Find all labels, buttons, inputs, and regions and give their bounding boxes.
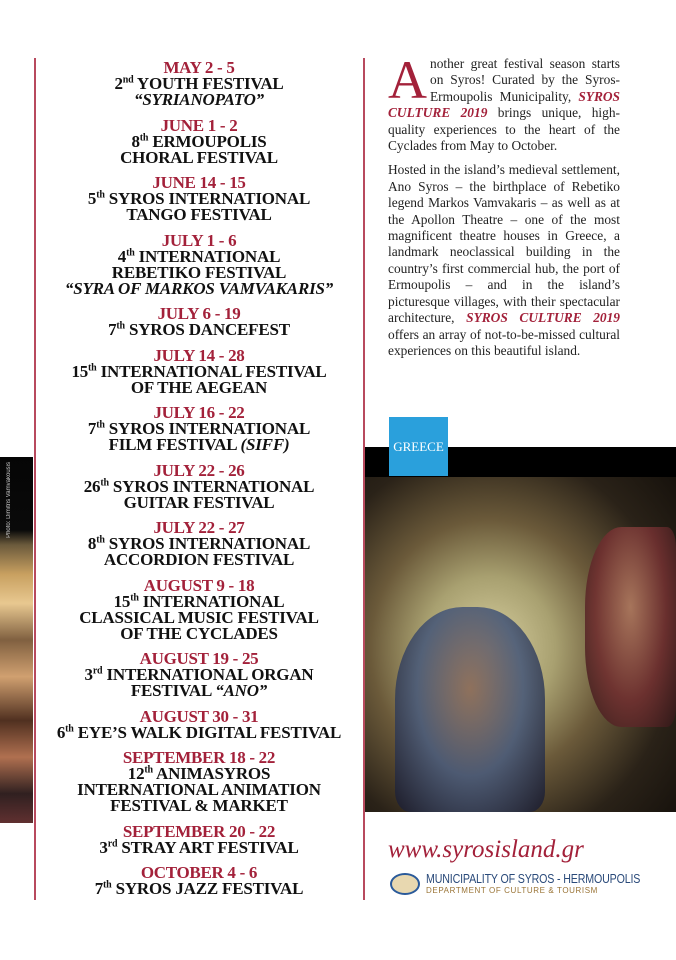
event-item [38, 230, 360, 298]
event-title-line [38, 683, 360, 699]
event-item [38, 865, 360, 897]
event-date: JUNE 1 - 2 [160, 115, 238, 135]
event-title-text: FESTIVAL & MARKET [110, 796, 288, 815]
brand-name: SYROS CULTURE 2019 [388, 88, 620, 121]
event-item [38, 405, 360, 453]
event-title-text: REBETIKO FESTIVAL [111, 262, 287, 282]
event-title-text: 26 [83, 476, 101, 496]
event-title-text: “SYRA OF MARKOS VAMVAKARIS” [64, 278, 334, 298]
event-title-line [38, 437, 360, 453]
event-title-text: OF THE CYCLADES [120, 623, 278, 643]
event-date: MAY 2 - 5 [163, 58, 235, 77]
event-title-text: ANIMASYROS [152, 764, 271, 783]
trumpet-players-photo [365, 447, 676, 812]
event-title-text: YOUTH FESTIVAL [133, 74, 284, 93]
event-title-text: 6 [56, 722, 66, 742]
event-title-text: CLASSICAL MUSIC FESTIVAL [79, 607, 319, 627]
event-title-text: GUITAR FESTIVAL [123, 492, 275, 512]
event-title-line [38, 798, 360, 814]
event-title-text: 15 [113, 591, 131, 611]
event-title-text: EYE’S WALK DIGITAL FESTIVAL [73, 722, 342, 742]
event-title-text: FILM FESTIVAL [108, 435, 241, 454]
event-title-text: SYROS DANCEFEST [124, 320, 290, 339]
event-title-line [38, 207, 360, 223]
event-title-text: CHORAL FESTIVAL [120, 147, 278, 167]
ordinal-suffix: nd [122, 74, 134, 86]
event-title-text: SYROS JAZZ FESTIVAL [111, 879, 304, 898]
event-date: JULY 22 - 26 [153, 460, 245, 480]
event-date: AUGUST 30 - 31 [139, 706, 259, 726]
event-title-text: STRAY ART FESTIVAL [117, 837, 299, 857]
ordinal-suffix: th [65, 722, 74, 734]
event-title-line [38, 92, 360, 108]
department-name: DEPARTMENT OF CULTURE & TOURISM [426, 886, 598, 895]
event-date: JULY 16 - 22 [153, 403, 245, 422]
ordinal-suffix: th [139, 131, 149, 143]
event-date: AUGUST 9 - 18 [143, 575, 255, 595]
ordinal-suffix: th [100, 476, 109, 488]
municipality-logo [390, 871, 676, 896]
event-date: JULY 14 - 28 [153, 345, 245, 365]
event-date: SEPTEMBER 20 - 22 [122, 821, 276, 841]
event-title-text: 3 [84, 665, 93, 684]
ordinal-suffix: th [96, 189, 105, 201]
event-title-text: INTERNATIONAL [134, 246, 281, 266]
event-date: JULY 6 - 19 [157, 304, 241, 323]
event-title-text: ERMOUPOLIS [148, 131, 267, 151]
event-title-text: 5 [87, 189, 97, 208]
event-title-line [38, 881, 360, 897]
event-title-text: SYROS INTERNATIONAL [104, 189, 311, 208]
event-title-text: 4 [117, 246, 127, 266]
event-item [38, 750, 360, 814]
event-date: JULY 22 - 27 [153, 518, 245, 537]
intro-paragraph-1-start: nother great festival season starts on Syros! Curated by the Syros-Ermoupolis Municipality, [430, 56, 620, 104]
intro-text [388, 50, 620, 367]
ordinal-suffix: th [96, 419, 105, 431]
event-item [38, 706, 360, 742]
municipality-emblem-icon [390, 873, 420, 895]
event-title-text: SYROS INTERNATIONAL [104, 534, 311, 553]
event-title-text: FESTIVAL [130, 681, 216, 700]
event-title-line [38, 722, 360, 742]
event-date: OCTOBER 4 - 6 [140, 863, 258, 882]
ordinal-suffix: th [116, 320, 125, 332]
ordinal-suffix: th [96, 534, 105, 546]
event-title-line [38, 322, 360, 338]
website-link[interactable]: www.syrosisland.gr [388, 836, 584, 863]
building-photo-strip [0, 457, 33, 823]
ordinal-suffix: rd [107, 837, 118, 849]
ordinal-suffix: th [144, 764, 153, 776]
event-title-text: INTERNATIONAL ANIMATION [77, 780, 321, 799]
event-item [38, 306, 360, 338]
event-date: SEPTEMBER 18 - 22 [122, 748, 276, 767]
event-title-text: 8 [131, 131, 140, 151]
event-title-text: (SIFF) [240, 435, 290, 454]
event-title-text: INTERNATIONAL ORGAN [102, 665, 314, 684]
event-title-text: “ANO” [215, 681, 268, 700]
event-title-text: 7 [94, 879, 104, 898]
ordinal-suffix: th [103, 879, 112, 891]
event-title-text: “SYRIANOPATO” [134, 90, 264, 109]
intro-paragraph-1-end: brings unique, high-quality experiences to the heart of the Cyclades from May to October. [388, 105, 620, 154]
event-title-text: 3 [99, 837, 108, 857]
event-title-text: INTERNATIONAL [138, 591, 285, 611]
event-title-line [38, 278, 360, 298]
event-item [38, 520, 360, 568]
photo-credit: Photo: Dimitris Vamvakousis [6, 462, 12, 538]
event-item [38, 115, 360, 167]
ordinal-suffix: th [130, 591, 139, 603]
intro-paragraph-2-start: Hosted in the island’s medieval settlement, Ano Syros – the birthplace of Rebetiko legend Markos Vamvakaris – as well as at the Apollon Theatre – one of the most magnificent theatre houses in Greece, a landmark neoclassical building in the country’s first commercial hub, the port of Ermoupolis – and in the island’s picturesque villages, with their spectacular architecture, [388, 162, 620, 326]
festival-schedule [38, 60, 360, 907]
event-title-line [38, 377, 360, 397]
event-item [38, 60, 360, 108]
event-title-line [38, 147, 360, 167]
event-item [38, 575, 360, 643]
intro-paragraph-2-end: offers an array of not-to-be-missed cultural experiences on this beautiful island. [388, 326, 620, 358]
ordinal-suffix: th [126, 246, 135, 258]
event-title-text: SYROS INTERNATIONAL [104, 419, 311, 438]
event-title-text: TANGO FESTIVAL [126, 205, 272, 224]
event-title-text: 2 [114, 74, 123, 93]
event-title-line [38, 492, 360, 512]
event-item [38, 821, 360, 857]
event-item [38, 651, 360, 699]
municipality-name: MUNICIPALITY OF SYROS - HERMOUPOLIS [426, 871, 641, 886]
event-title-line [38, 623, 360, 643]
event-title-text: 15 [71, 361, 89, 381]
left-divider [34, 58, 36, 900]
event-title-text: 7 [87, 419, 97, 438]
event-title-text: ACCORDION FESTIVAL [103, 550, 295, 569]
event-item [38, 345, 360, 397]
event-title-text: 8 [87, 534, 97, 553]
greece-logo: GREECE [389, 417, 448, 476]
brand-name: SYROS CULTURE 2019 [466, 310, 620, 326]
event-item [38, 460, 360, 512]
event-date: AUGUST 19 - 25 [139, 649, 259, 668]
event-title-text: OF THE AEGEAN [130, 377, 268, 397]
event-title-text: 12 [127, 764, 145, 783]
event-title-text: SYROS INTERNATIONAL [108, 476, 315, 496]
event-title-line [38, 837, 360, 857]
ordinal-suffix: rd [92, 665, 103, 677]
event-title-line [38, 552, 360, 568]
ordinal-suffix: th [88, 361, 97, 373]
event-item [38, 175, 360, 223]
event-date: JUNE 14 - 15 [152, 173, 246, 192]
event-date: JULY 1 - 6 [161, 230, 237, 250]
event-title-text: INTERNATIONAL FESTIVAL [96, 361, 327, 381]
event-title-text: 7 [108, 320, 117, 339]
drop-cap: A [388, 50, 427, 110]
